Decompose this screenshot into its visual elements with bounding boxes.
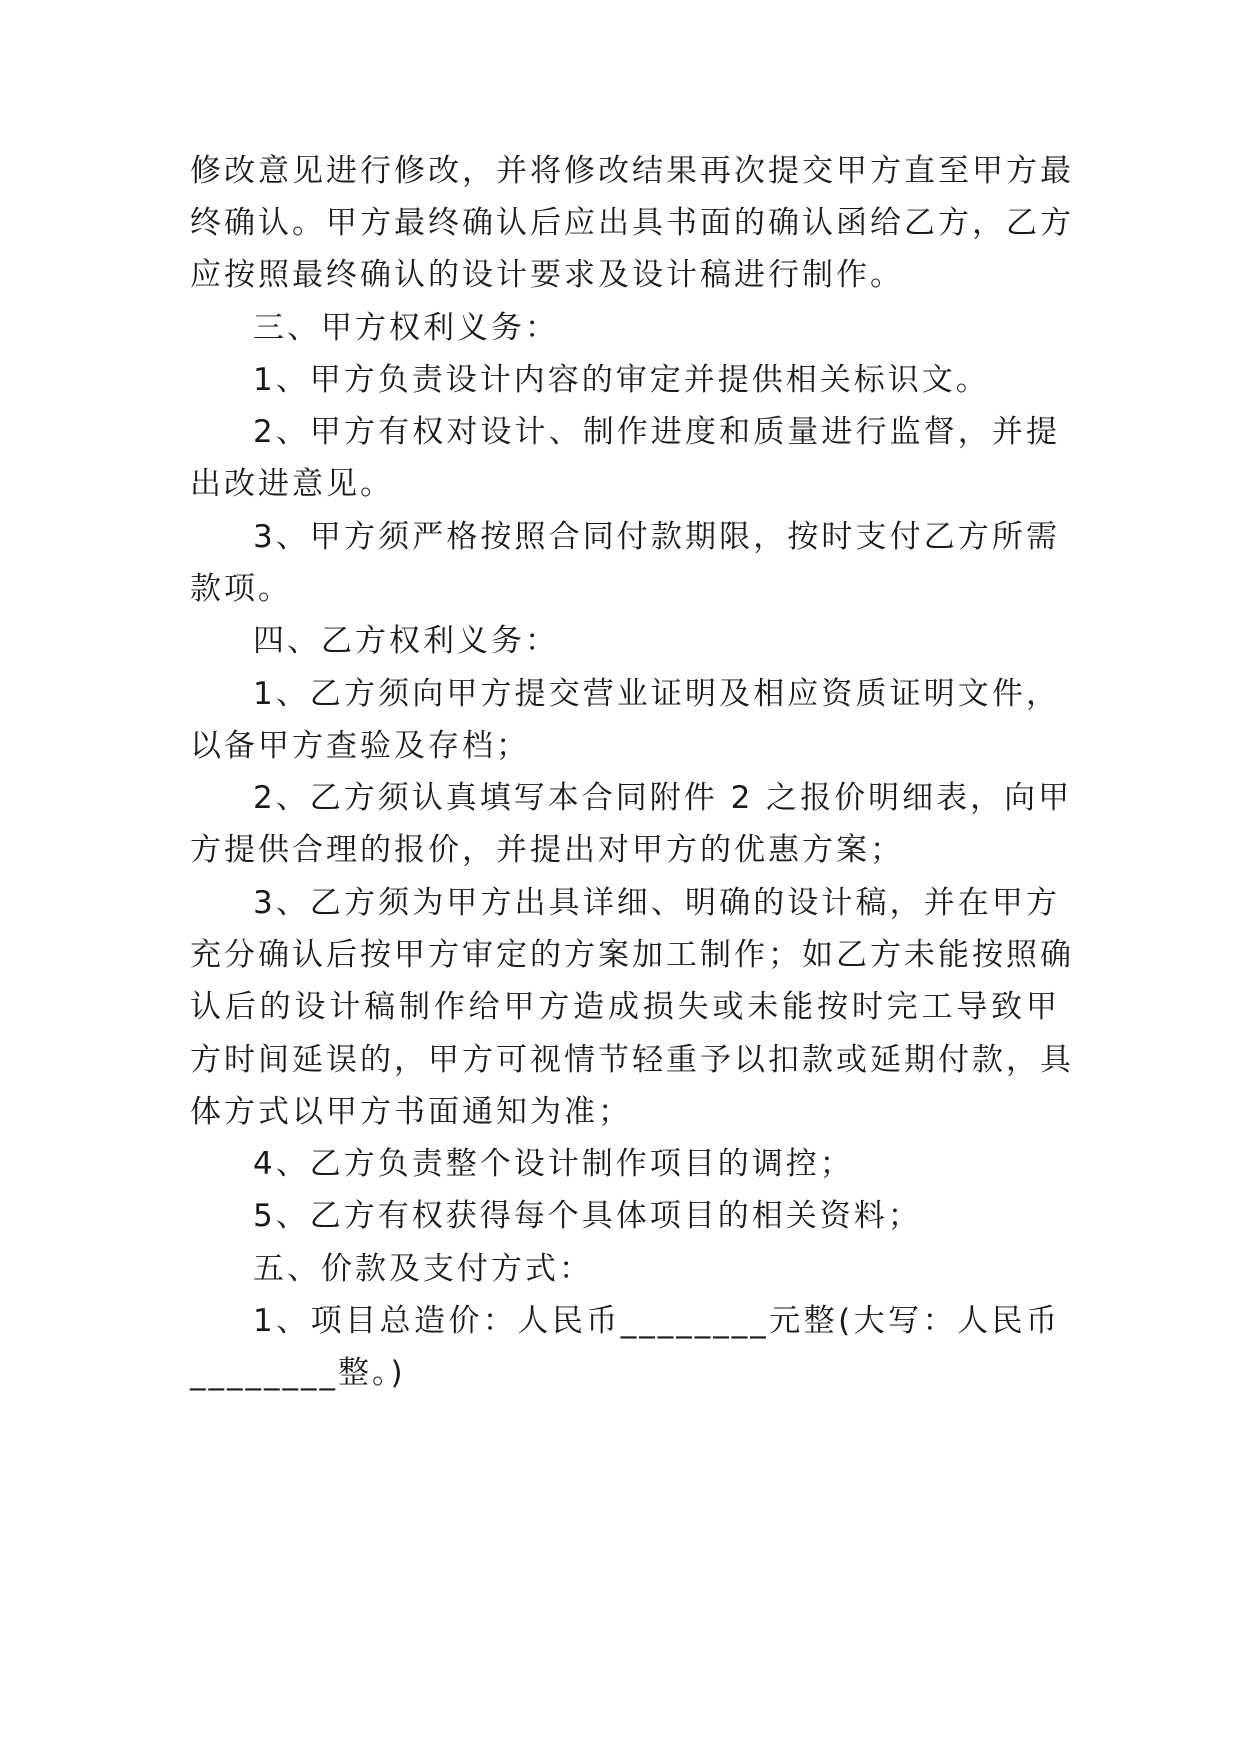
paragraph-line: 1、甲方负责设计内容的审定并提供相关标识文。: [253, 362, 990, 398]
paragraph-line: 方提供合理的报价，并提出对甲方的优惠方案；: [190, 832, 904, 868]
paragraph-line: 以备甲方查验及存档；: [190, 728, 530, 764]
paragraph-line: 3、乙方须为甲方出具详细、明确的设计稿，并在甲方: [253, 885, 1060, 921]
section-heading: 三、甲方权利义务：: [253, 310, 559, 346]
paragraph-line: 应按照最终确认的设计要求及设计稿进行制作。: [190, 257, 904, 293]
paragraph-line: 2、甲方有权对设计、制作进度和质量进行监督，并提: [253, 414, 1060, 450]
section-heading: 四、乙方权利义务：: [253, 623, 559, 659]
paragraph-line: 终确认。甲方最终确认后应出具书面的确认函给乙方，乙方: [190, 205, 1074, 241]
paragraph-line: 款项。: [190, 571, 292, 607]
paragraph-line: ________整。): [190, 1355, 406, 1391]
paragraph-line: 5、乙方有权获得每个具体项目的相关资料；: [253, 1198, 922, 1234]
paragraph-line: 体方式以甲方书面通知为准；: [190, 1094, 632, 1130]
paragraph-line: 出改进意见。: [190, 466, 394, 502]
paragraph-line: 修改意见进行修改，并将修改结果再次提交甲方直至甲方最: [190, 153, 1074, 189]
paragraph-line: 4、乙方负责整个设计制作项目的调控；: [253, 1146, 854, 1182]
paragraph-line: 2、乙方须认真填写本合同附件 2 之报价明细表，向甲: [253, 780, 1073, 816]
paragraph-line: 充分确认后按甲方审定的方案加工制作；如乙方未能按照确: [190, 937, 1074, 973]
paragraph-line: 3、甲方须严格按照合同付款期限，按时支付乙方所需: [253, 519, 1060, 555]
paragraph-line: 方时间延误的，甲方可视情节轻重予以扣款或延期付款，具: [190, 1042, 1074, 1078]
paragraph-line: 1、项目总造价：人民币________元整(大写：人民币: [253, 1303, 1060, 1339]
paragraph-line: 认后的设计稿制作给甲方造成损失或未能按时完工导致甲: [190, 989, 1060, 1025]
section-heading: 五、价款及支付方式：: [253, 1251, 593, 1287]
paragraph-line: 1、乙方须向甲方提交营业证明及相应资质证明文件，: [253, 676, 1060, 712]
